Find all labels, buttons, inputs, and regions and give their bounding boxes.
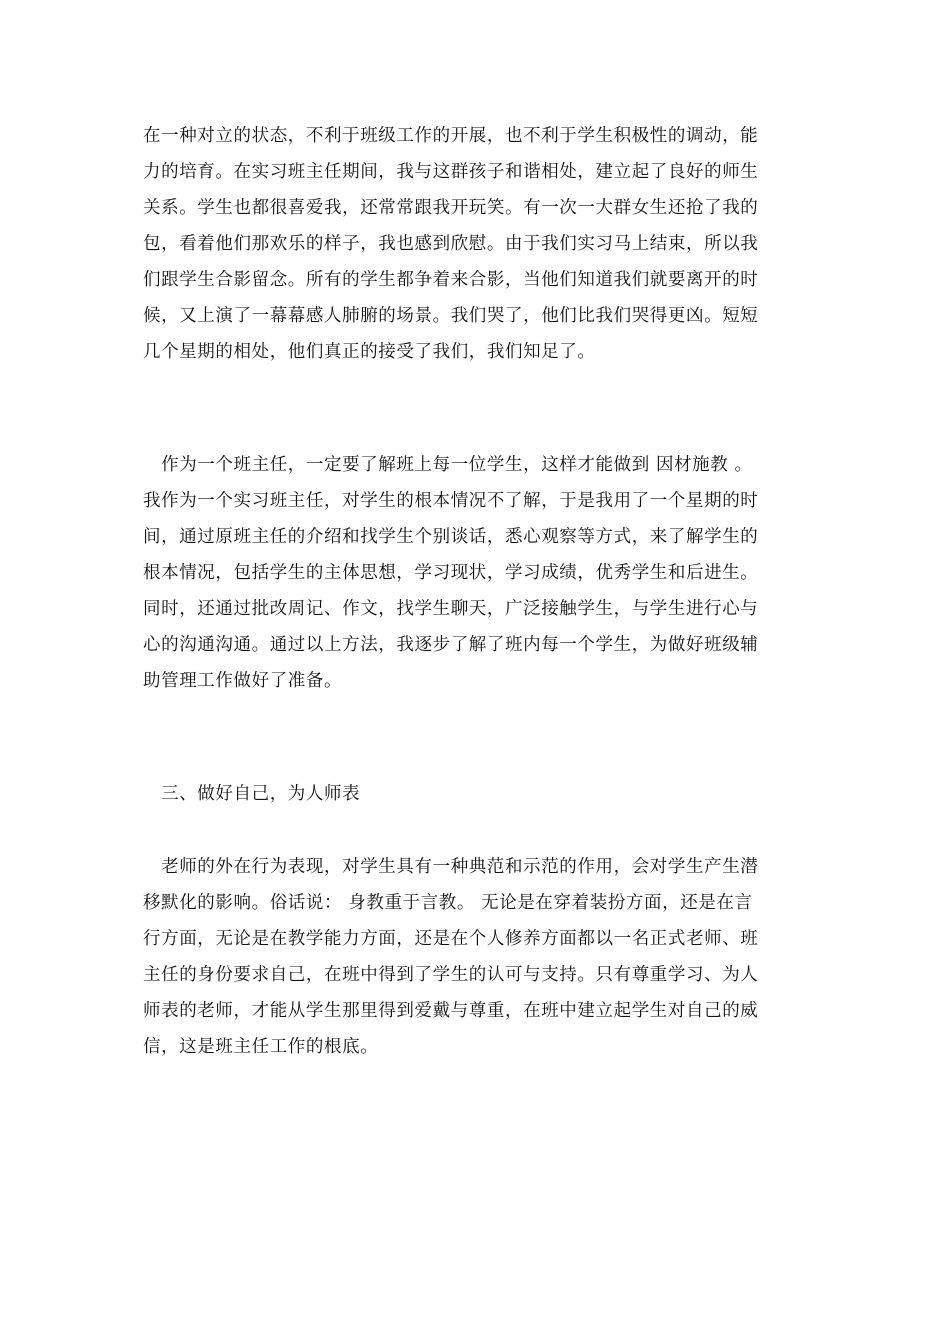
text-line: 关系。学生也都很喜爱我，还常常跟我开玩笑。有一次一大群女生还抢了我的 [143, 198, 759, 218]
text-line: 我作为一个实习班主任，对学生的根本情况不了解，于是我用了一个星期的时 [143, 491, 759, 511]
text-line: 心的沟通沟通。通过以上方法，我逐步了解了班内每一个学生，为做好班级辅 [143, 635, 759, 655]
paragraph-class-relationship [143, 118, 813, 370]
text-line: 根本情况，包括学生的主体思想，学习现状，学习成绩，优秀学生和后进生。 [143, 563, 759, 583]
text-line: 师表的老师，才能从学生那里得到爱戴与尊重，在班中建立起学生对自己的威 [143, 1001, 759, 1021]
text-line: 间，通过原班主任的介绍和找学生个别谈话，悉心观察等方式，来了解学生的 [143, 527, 759, 547]
text-line: 行方面，无论是在教学能力方面，还是在个人修养方面都以一名正式老师、班 [143, 929, 759, 949]
text-line: 包，看着他们那欢乐的样子，我也感到欣慰。由于我们实习马上结束，所以我 [143, 234, 759, 254]
text-line: 信，这是班主任工作的根底。 [143, 1037, 379, 1057]
text-line: 几个星期的相处，他们真正的接受了我们，我们知足了。 [143, 342, 596, 362]
text-line: 助管理工作做好了准备。 [143, 671, 343, 691]
text-line: 在一种对立的状态，不利于班级工作的开展，也不利于学生积极性的调动，能 [143, 126, 759, 146]
text-line: 移默化的影响。俗话说： 身教重于言教。 无论是在穿着装扮方面，还是在言 [143, 893, 753, 913]
text-line: 作为一个班主任，一定要了解班上每一位学生，这样才能做到 因材施教 。 [143, 455, 753, 475]
paragraph-know-students [143, 447, 813, 699]
text-line: 老师的外在行为表现，对学生具有一种典范和示范的作用，会对学生产生潜 [143, 857, 759, 877]
section-heading [143, 776, 813, 812]
text-line: 力的培育。在实习班主任期间，我与这群孩子和谐相处，建立起了良好的师生 [143, 162, 759, 182]
text-line: 同时，还通过批改周记、作文，找学生聊天，广泛接触学生，与学生进行心与 [143, 599, 759, 619]
section-heading-text: 三、做好自己，为人师表 [143, 784, 361, 804]
paragraph-role-model [143, 849, 813, 1065]
text-line: 主任的身份要求自己，在班中得到了学生的认可与支持。只有尊重学习、为人 [143, 965, 759, 985]
text-line: 们跟学生合影留念。所有的学生都争着来合影，当他们知道我们就要离开的时 [143, 270, 759, 290]
text-line: 候，又上演了一幕幕感人肺腑的场景。我们哭了，他们比我们哭得更凶。短短 [143, 306, 759, 326]
